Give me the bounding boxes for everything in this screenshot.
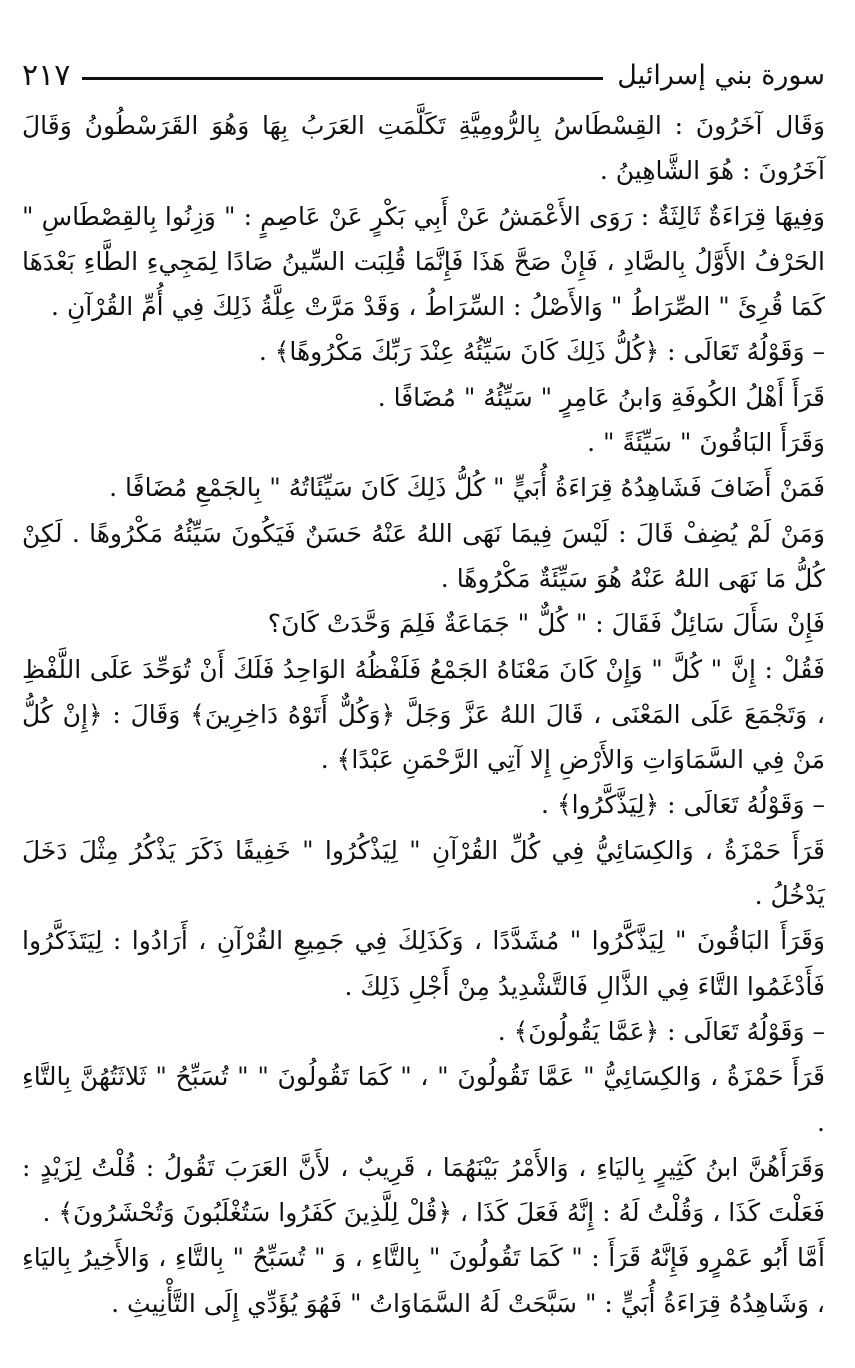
page-number: ٢١٧	[22, 57, 71, 93]
paragraph: قَرَأَ حَمْزَةُ ، وَالكِسَائِيُّ " عَمَّا تَقُولُونَ " ، " كَمَا تَقُولُونَ " " تُسَبِّحُ " ثَلاثَتُهُنَّ بِالتَّاءِ .	[22, 1062, 825, 1137]
paragraph: – وَقَوْلُهُ تَعَالَى : ﴿لِيَذَّكَّرُوا﴾ .	[541, 790, 825, 820]
paragraph: – وَقَوْلُهُ تَعَالَى : ﴿عَمَّا يَقُولُونَ﴾ .	[497, 1016, 825, 1046]
paragraph: فَمَنْ أَضَافَ فَشَاهِدُهُ قِرَاءَةُ أُبَيٍّ " كُلُّ ذَلِكَ كَانَ سَيِّئَاتُهُ " بِالجَمْعِ مُضَافًا .	[109, 473, 825, 503]
page-header	[22, 54, 825, 96]
paragraph: وَمَنْ لَمْ يُضِفْ قَالَ : لَيْسَ فِيمَا نَهَى اللهُ عَنْهُ حَسَنٌ فَيَكُونَ سَيِّئُهُ مَكْرُوهًا . لَكِنْ كُلُّ مَا نَهَى اللهُ عَنْهُ هُوَ سَيِّئَةٌ مَكْرُوهًا .	[22, 518, 825, 593]
paragraph: وَقَرَأَ البَاقُونَ " سَيِّئَةً " .	[587, 428, 825, 458]
paragraph: وَقَرَأَهُنَّ ابنُ كَثِيرٍ بِاليَاءِ ، وَالأَمْرُ بَيْنَهُمَا ، قَرِيبٌ ، لأَنَّ العَرَبَ تَقُولُ : قُلْتُ لِزَيْدٍ : فَعَلْتَ كَذَا ، وَقُلْتُ لَهُ : إِنَّهُ فَعَلَ كَذَا ، ﴿قُلْ لِلَّذِينَ كَفَرُوا سَتُغْلَبُونَ وَتُحْشَرُونَ﴾ .	[22, 1152, 825, 1228]
paragraph: وَقَرَأَ البَاقُونَ " لِيَذَّكَّرُوا " مُشَدَّدًا ، وَكَذَلِكَ فِي جَمِيعِ القُرْآنِ ، أَرَادُوا : لِيَتَذَكَّرُوا فَأَدْغَمُوا التَّاءَ فِي الذَّالِ فَالتَّشْدِيدُ مِنْ أَجْلِ ذَلِكَ .	[22, 926, 825, 1001]
paragraph: فَإِنْ سَأَلَ سَائِلٌ فَقَالَ : " كُلٌّ " جَمَاعَةٌ فَلِمَ وَحَّدَتْ كَانَ؟	[267, 609, 825, 639]
paragraph: وَفِيهَا قِرَاءَةٌ ثَالِثَةٌ : رَوَى الأَعْمَشُ عَنْ أَبِي بَكْرٍ عَنْ عَاصِمٍ : " وَزِنُوا بِالقِصْطَاسِ " الحَرْفُ الأَوَّلُ بِالصَّادِ ، فَإِنْ صَحَّ هَذَا فَإِنَّمَا قُلِبَت السِّينُ صَادًا لِمَجِيءِ الطَّاءِ بَعْدَهَا كَمَا قُرِئَ " الصِّرَاطُ " وَالأَصْلُ : السِّرَاطُ ، وَقَدْ مَرَّتْ عِلَّةُ ذَلِكَ فِي أُمِّ القُرْآنِ .	[22, 201, 825, 322]
header-rule	[82, 77, 603, 80]
surah-title: سورة بني إسرائيل	[617, 59, 825, 91]
paragraph: فَقُلْ : إِنَّ " كُلَّ " وَإِنْ كَانَ مَعْنَاهُ الجَمْعُ فَلَفْظُهُ الوَاحِدُ فَلَكَ أَنْ تُوَحِّدَ عَلَى اللَّفْظِ ، وَتَجْمَعَ عَلَى المَعْنَى ، قَالَ اللهُ عَزَّ وَجَلَّ ﴿وَكُلٌّ أَتَوْهُ دَاخِرِينَ﴾ وَقَالَ : ﴿إِنْ كُلُّ مَنْ فِي السَّمَاوَاتِ وَالأَرْضِ إِلا آتِي الرَّحْمَنِ عَبْدًا﴾ .	[22, 654, 825, 775]
paragraph: – وَقَوْلُهُ تَعَالَى : ﴿كُلُّ ذَلِكَ كَانَ سَيِّئُهُ عِنْدَ رَبِّكَ مَكْرُوهًا﴾ .	[258, 337, 825, 367]
paragraph: قَرَأَ أَهْلُ الكُوفَةِ وَابنُ عَامِرٍ " سَيِّئُهُ " مُضَافًا .	[377, 382, 825, 412]
page-body	[22, 103, 825, 1326]
paragraph: قَرَأَ حَمْزَةُ ، وَالكِسَائِيُّ فِي كُلِّ القُرْآنِ " لِيَذْكُرُوا " خَفِيفًا ذَكَرَ يَذْكُرُ مِثْلَ دَخَلَ يَدْخُلُ .	[22, 835, 825, 911]
paragraph: أَمَّا أَبُو عَمْرٍو فَإِنَّهُ قَرَأَ : " كَمَا تَقُولُونَ " بِالتَّاءِ ، وَ " تُسَبِّحُ " بِالتَّاءِ ، وَالأَخِيرُ بِاليَاءِ ، وَشَاهِدُهُ قِرَاءَةُ أُبَيٍّ : " سَبَّحَتْ لَهُ السَّمَاوَاتُ " فَهُوَ يُؤَدِّي إِلَى التَّأْنِيثِ .	[22, 1243, 825, 1318]
paragraph: وَقَال آخَرُونَ : القِسْطَاسُ بِالرُّومِيَّةِ تَكَلَّمَتِ العَرَبُ بِهَا وَهُوَ القَرَسْطُونُ وَقَالَ آخَرُونَ : هُوَ الشَّاهِينُ .	[22, 111, 825, 186]
